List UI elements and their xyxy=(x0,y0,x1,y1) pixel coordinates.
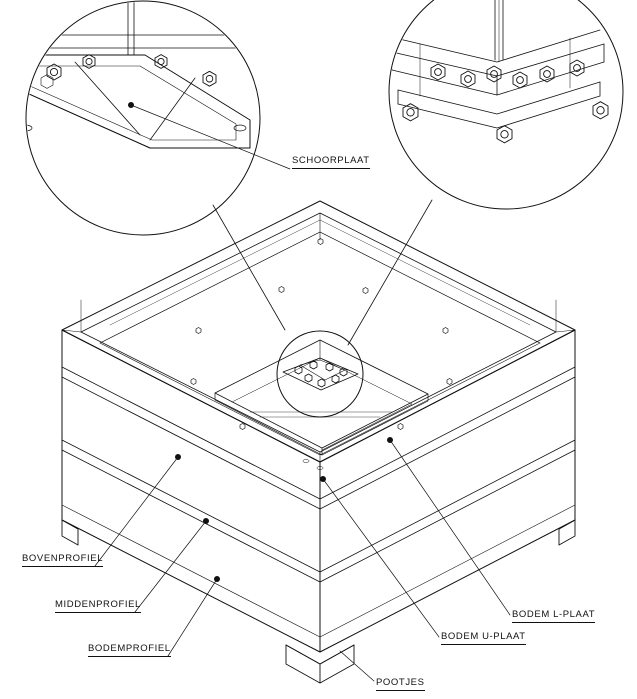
label-bodem-l-plaat: BODEM L-PLAAT xyxy=(512,609,595,623)
leader-bodemprofiel xyxy=(168,579,217,656)
label-pootjes: POOTJES xyxy=(376,677,425,691)
leader-pootjes xyxy=(340,651,374,681)
detail-circle-schoorplaat xyxy=(0,0,270,235)
leader-bodem-u-plaat xyxy=(323,479,439,637)
detail-circle-center xyxy=(277,331,363,417)
leader-middenprofiel xyxy=(135,521,206,612)
label-bodemprofiel: BODEMPROFIEL xyxy=(88,643,171,657)
leader-lines xyxy=(95,105,510,681)
label-bodem-u-plaat: BODEM U-PLAAT xyxy=(441,631,526,645)
label-schoorplaat: SCHOORPLAAT xyxy=(292,155,370,169)
leader-schoorplaat xyxy=(131,105,290,169)
label-middenprofiel: MIDDENPROFIEL xyxy=(55,599,141,613)
detail-circle-corner-bolts xyxy=(389,0,623,209)
leader-dots xyxy=(175,437,393,582)
leader-bodem-l-plaat xyxy=(390,440,510,615)
label-bovenprofiel: BOVENPROFIEL xyxy=(22,553,103,567)
